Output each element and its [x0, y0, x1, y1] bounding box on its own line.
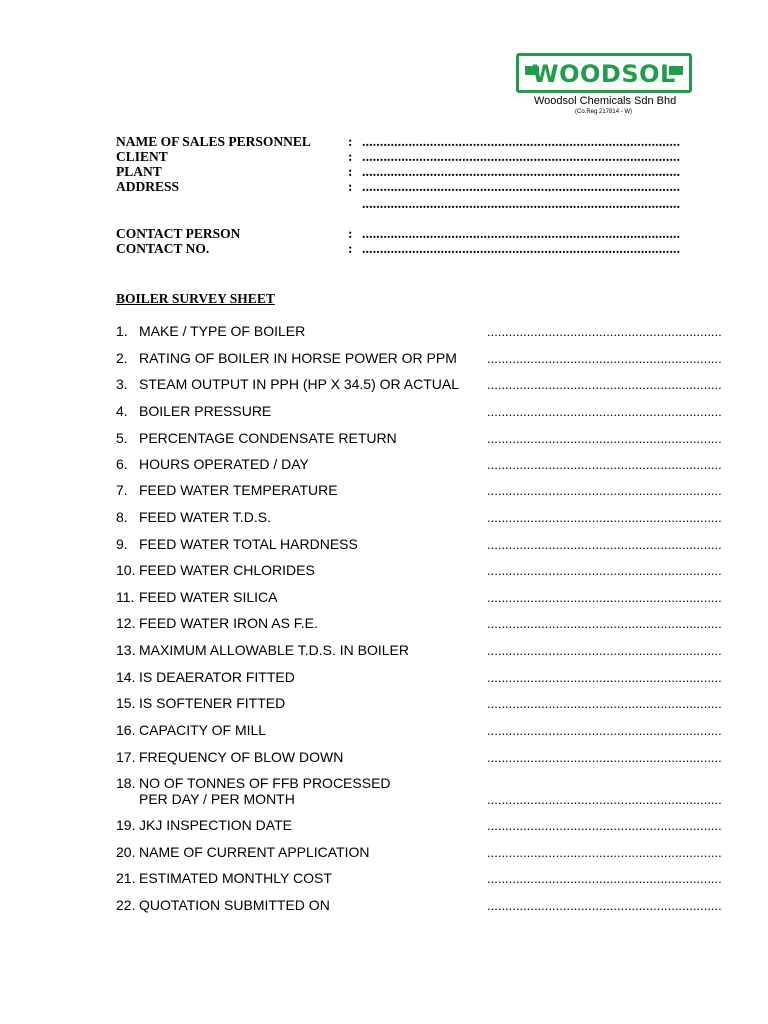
item-label: FEED WATER TEMPERATURE: [139, 482, 338, 498]
item-label: NO OF TONNES OF FFB PROCESSED: [139, 775, 391, 791]
item-number: 1.: [116, 323, 128, 339]
header-dots-field[interactable]: .........................................................................................: [362, 134, 681, 149]
item-label: CAPACITY OF MILL: [139, 722, 267, 738]
answer-dots-field[interactable]: .................................................................: [487, 898, 722, 913]
item-number: 5.: [116, 430, 128, 446]
item-number: 4.: [116, 403, 128, 419]
survey-item: [116, 775, 391, 807]
woodsol-logo: [516, 53, 692, 93]
header-dots-field[interactable]: .........................................................................................: [362, 179, 681, 194]
item-label: QUOTATION SUBMITTED ON: [139, 897, 330, 913]
item-label: FEED WATER SILICA: [139, 589, 278, 605]
item-label-line2: PER DAY / PER MONTH: [139, 791, 295, 807]
item-number: 8.: [116, 509, 128, 525]
item-number: 18.: [116, 775, 136, 791]
answer-dots-field[interactable]: .................................................................: [487, 537, 722, 552]
answer-dots-field[interactable]: .................................................................: [487, 510, 722, 525]
item-label: NAME OF CURRENT APPLICATION: [139, 844, 370, 860]
answer-dots-field[interactable]: .................................................................: [487, 845, 722, 860]
answer-dots-field[interactable]: .................................................................: [487, 670, 722, 685]
item-label: MAKE / TYPE OF BOILER: [139, 323, 306, 339]
survey-item: [116, 870, 332, 886]
header-colon: :: [348, 149, 353, 164]
item-number: 9.: [116, 536, 128, 552]
header-dots-field[interactable]: .........................................................................................: [362, 241, 681, 256]
survey-item: [116, 897, 330, 913]
survey-item: [116, 482, 338, 498]
survey-item: [116, 695, 285, 711]
answer-dots-field[interactable]: .................................................................: [487, 871, 722, 886]
answer-dots-field[interactable]: .................................................................: [487, 723, 722, 738]
header-label: ADDRESS: [116, 179, 180, 194]
item-label: IS SOFTENER FITTED: [139, 695, 286, 711]
survey-item: [116, 669, 295, 685]
item-number: 22.: [116, 897, 136, 913]
answer-dots-field[interactable]: .................................................................: [487, 792, 722, 807]
header-colon: :: [348, 164, 353, 179]
item-label: FEED WATER T.D.S.: [139, 509, 271, 525]
header-dots-field[interactable]: .........................................................................................: [362, 226, 681, 241]
item-label: FEED WATER CHLORIDES: [139, 562, 315, 578]
survey-item: [116, 562, 315, 578]
survey-item: [116, 642, 409, 658]
header-colon: :: [348, 226, 353, 241]
survey-item: [116, 403, 271, 419]
survey-item: [116, 615, 318, 631]
header-label: CONTACT PERSON: [116, 226, 241, 241]
answer-dots-field[interactable]: .................................................................: [487, 590, 722, 605]
survey-item: [116, 817, 292, 833]
item-label: FEED WATER IRON AS F.E.: [139, 615, 318, 631]
section-title: BOILER SURVEY SHEET: [116, 291, 275, 306]
answer-dots-field[interactable]: .................................................................: [487, 324, 722, 339]
survey-item: [116, 509, 271, 525]
answer-dots-field[interactable]: .................................................................: [487, 483, 722, 498]
survey-item: [116, 456, 309, 472]
item-number: 17.: [116, 749, 136, 765]
item-label: IS DEAERATOR FITTED: [139, 669, 295, 685]
company-reg: (Co.Reg 217814 - W): [575, 109, 633, 115]
header-dots-field[interactable]: .........................................................................................: [362, 196, 681, 211]
answer-dots-field[interactable]: .................................................................: [487, 643, 722, 658]
answer-dots-field[interactable]: .................................................................: [487, 563, 722, 578]
item-number: 20.: [116, 844, 136, 860]
survey-item: [116, 323, 305, 339]
header-label: CONTACT NO.: [116, 241, 210, 256]
item-label: BOILER PRESSURE: [139, 403, 272, 419]
survey-item: [116, 589, 277, 605]
item-label: JKJ INSPECTION DATE: [139, 817, 292, 833]
header-label: NAME OF SALES PERSONNEL: [116, 134, 311, 149]
header-dots-field[interactable]: .........................................................................................: [362, 164, 681, 179]
item-label: FREQUENCY OF BLOW DOWN: [139, 749, 344, 765]
item-label: HOURS OPERATED / DAY: [139, 456, 309, 472]
item-number: 10.: [116, 562, 136, 578]
header-colon: :: [348, 241, 353, 256]
logo-wordmark: WOODSOL: [532, 60, 676, 88]
survey-item: [116, 844, 370, 860]
header-label: CLIENT: [116, 149, 168, 164]
survey-item: [116, 722, 266, 738]
item-number: 21.: [116, 870, 136, 886]
item-label: ESTIMATED MONTHLY COST: [139, 870, 332, 886]
item-number: 13.: [116, 642, 136, 658]
item-number: 7.: [116, 482, 128, 498]
company-name: Woodsol Chemicals Sdn Bhd: [534, 95, 677, 107]
header-label: PLANT: [116, 164, 162, 179]
item-label: MAXIMUM ALLOWABLE T.D.S. IN BOILER: [139, 642, 409, 658]
answer-dots-field[interactable]: .................................................................: [487, 696, 722, 711]
item-label: PERCENTAGE CONDENSATE RETURN: [139, 430, 397, 446]
item-number: 11.: [116, 589, 135, 605]
item-label: STEAM OUTPUT IN PPH (HP X 34.5) OR ACTUAL: [139, 376, 459, 392]
item-number: 6.: [116, 456, 128, 472]
answer-dots-field[interactable]: .................................................................: [487, 431, 722, 446]
item-number: 16.: [116, 722, 136, 738]
item-label: RATING OF BOILER IN HORSE POWER OR PPM: [139, 350, 457, 366]
survey-item: [116, 350, 457, 366]
answer-dots-field[interactable]: .................................................................: [487, 750, 722, 765]
survey-item: [116, 749, 343, 765]
answer-dots-field[interactable]: .................................................................: [487, 616, 722, 631]
item-number: 2.: [116, 350, 128, 366]
item-number: 19.: [116, 817, 136, 833]
answer-dots-field[interactable]: .................................................................: [487, 404, 722, 419]
answer-dots-field[interactable]: .................................................................: [487, 351, 722, 366]
survey-item: [116, 376, 459, 392]
answer-dots-field[interactable]: .................................................................: [487, 818, 722, 833]
survey-item: [116, 430, 397, 446]
answer-dots-field[interactable]: .................................................................: [487, 377, 722, 392]
survey-item: [116, 536, 358, 552]
header-colon: :: [348, 179, 353, 194]
item-label: FEED WATER TOTAL HARDNESS: [139, 536, 358, 552]
item-number: 12.: [116, 615, 136, 631]
item-number: 3.: [116, 376, 128, 392]
item-number: 15.: [116, 695, 136, 711]
header-colon: :: [348, 134, 353, 149]
item-number: 14.: [116, 669, 136, 685]
header-dots-field[interactable]: .........................................................................................: [362, 149, 681, 164]
answer-dots-field[interactable]: .................................................................: [487, 457, 722, 472]
